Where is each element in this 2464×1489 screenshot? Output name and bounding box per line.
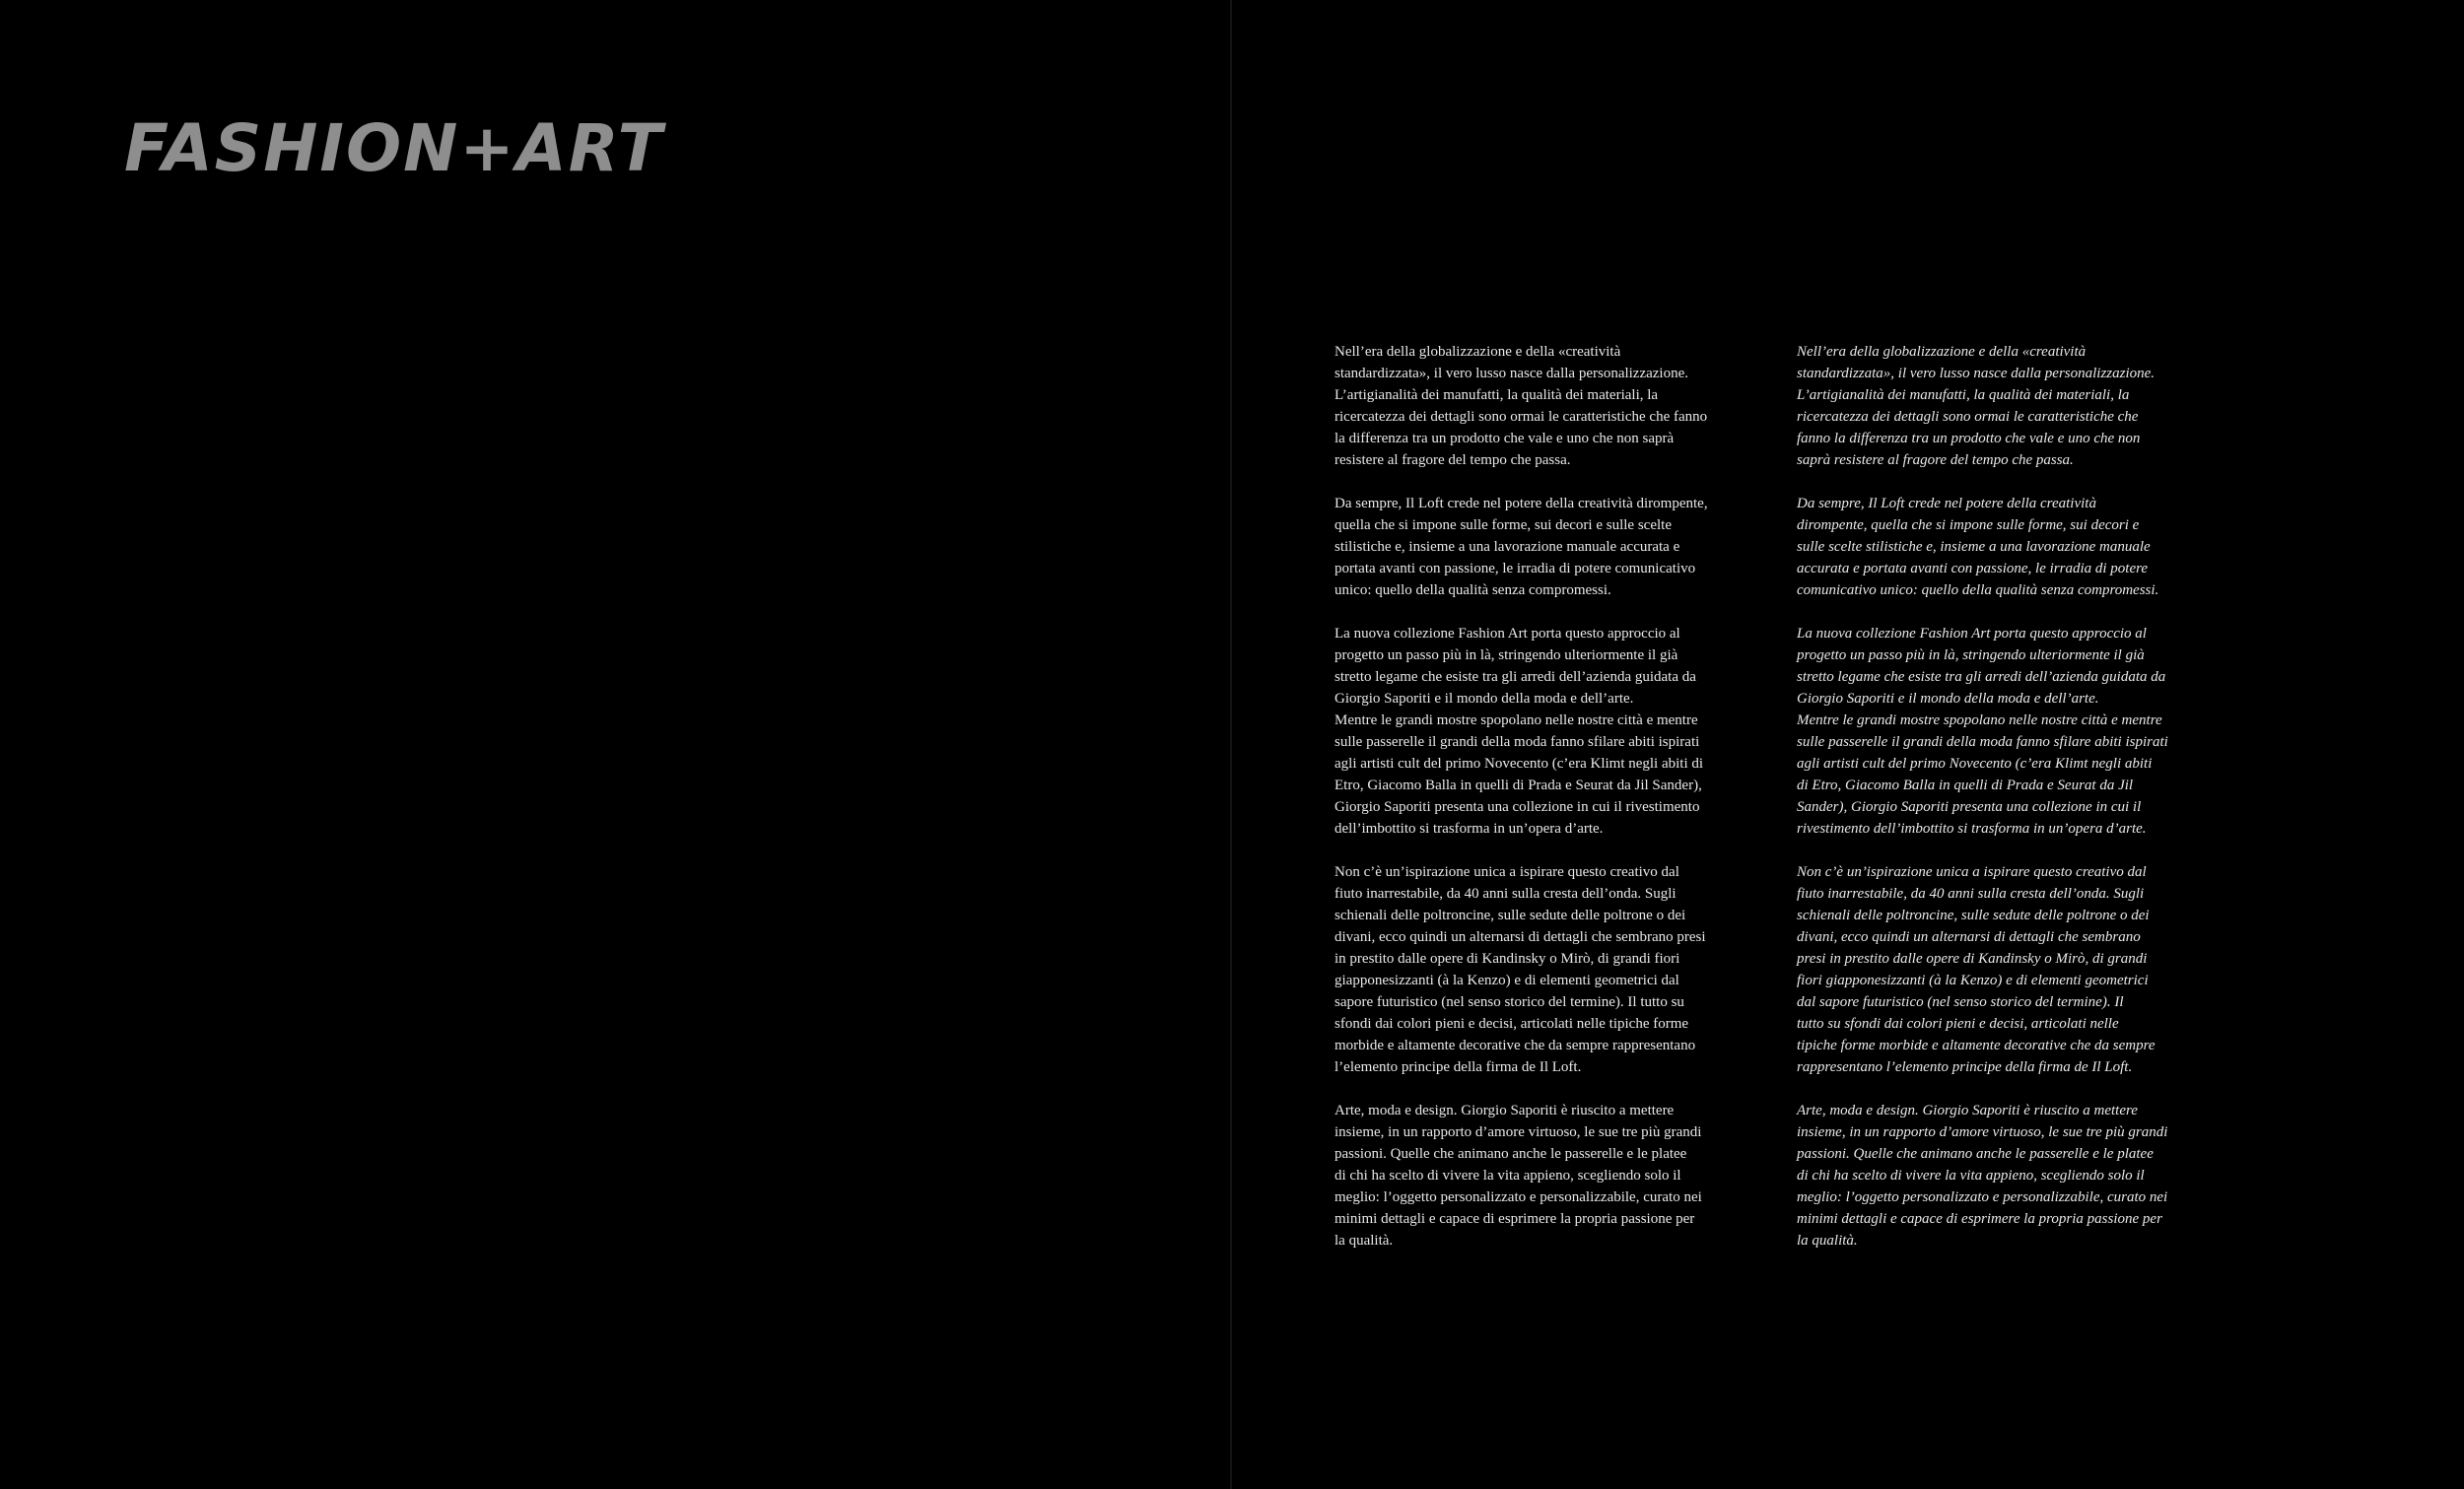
text-paragraph-2: Da sempre, Il Loft crede nel potere della creatività dirompente, quella che si impone sulle forme, sui decori e sulle scelte stilistiche e, insieme a una lavorazione manuale accurata e portata avanti con passione, le irradia di potere comunicativo unico: quello della qualità senza compromessi. — [1335, 496, 1708, 598]
italic-paragraph-1: Nell’era della globalizzazione e della «creatività standardizzata», il vero lusso nasce dalla personalizzazione. L’artigianalità dei manufatti, la qualità dei materiali, la ricercatezza dei dettagli sono ormai le caratteristiche che fanno la differenza tra un prodotto che vale e uno che non saprà resistere al fragore del tempo che passa. — [1797, 344, 2156, 468]
italic-paragraph-2: Da sempre, Il Loft crede nel potere della creatività dirompente, quella che si impone sulle forme, sui decori e sulle scelte stilistiche e, insieme a una lavorazione manuale accurata e portata avanti con passione, le irradia di potere comunicativo unico: quello della qualità senza compromessi. — [1797, 496, 2159, 598]
text-column — [1335, 341, 1758, 1273]
text-paragraph-5: Arte, moda e design. Giorgio Saporiti è riuscito a mettere insieme, in un rapporto d’amore virtuoso, le sue tre più grandi passioni. Quelle che animano anche le passerelle e le platee di chi ha scelto di vivere la vita appieno, scegliendo solo il meglio: l’oggetto personalizzato e personalizzabile, curato nei minimi dettagli e capace di esprimere la propria passione per la qualità. — [1335, 1103, 1702, 1249]
brand-title: FASHION+ART — [124, 110, 664, 186]
italic-column — [1797, 341, 2221, 1273]
text-paragraph-3: La nuova collezione Fashion Art porta questo approccio al progetto un passo più in là, stringendo ulteriormente il già stretto legame che esiste tra gli arredi dell’azienda guidata da Giorgio Saporiti e il mondo della moda e dell’arte. Mentre le grandi mostre spopolano nelle nostre città e mentre sulle passerelle il grandi della moda fanno sfilare abiti ispirati agli artisti cult del primo Novecento (c’era Klimt negli abiti di Etro, Giacomo Balla in quelli di Prada e Seurat da Jil Sander), Giorgio Saporiti presenta una collezione in cui il rivestimento dell’imbottito si trasforma in un’opera d’arte. — [1335, 626, 1704, 837]
text-paragraph-4: Non c’è un’ispirazione unica a ispirare questo creativo dal fiuto inarrestabile, da 40 anni sulla cresta dell’onda. Sugli schienali delle poltroncine, sulle sedute delle poltrone o dei divani, ecco quindi un alternarsi di dettagli che sembrano presi in prestito dalle opere di Kandinsky o Mirò, di grandi fiori giapponesizzanti (à la Kenzo) e di elementi geometrici dal sapore futuristico (nel senso storico del termine). Il tutto su sfondi dai colori pieni e decisi, articolati nelle tipiche forme morbide e altamente decorative che da sempre rappresentano l’elemento principe della firma de Il Loft. — [1335, 864, 1706, 1075]
italic-paragraph-4: Non c’è un’ispirazione unica a ispirare questo creativo dal fiuto inarrestabile, da 40 anni sulla cresta dell’onda. Sugli schienali delle poltroncine, sulle sedute delle poltrone o dei divani, ecco quindi un alternarsi di dettagli che sembrano presi in prestito dalle opere di Kandinsky o Mirò, di grandi fiori giapponesizzanti (à la Kenzo) e di elementi geometrici dal sapore futuristico (nel senso storico del termine). Il tutto su sfondi dai colori pieni e decisi, articolati nelle tipiche forme morbide e altamente decorative che da sempre rappresentano l’elemento principe della firma de Il Loft. — [1797, 864, 2156, 1075]
text-paragraph-1: Nell’era della globalizzazione e della «creatività standardizzata», il vero lusso nasce dalla personalizzazione. L’artigianalità dei manufatti, la qualità dei materiali, la ricercatezza dei dettagli sono ormai le caratteristiche che fanno la differenza tra un prodotto che vale e uno che non saprà resistere al fragore del tempo che passa. — [1335, 344, 1708, 468]
left-page — [0, 0, 1230, 1489]
italic-paragraph-5: Arte, moda e design. Giorgio Saporiti è riuscito a mettere insieme, in un rapporto d’amore virtuoso, le sue tre più grandi passioni. Quelle che animano anche le passerelle e le platee di chi ha scelto di vivere la vita appieno, scegliendo solo il meglio: l’oggetto personalizzato e personalizzabile, curato nei minimi dettagli e capace di esprimere la propria passione per la qualità. — [1797, 1103, 2168, 1249]
italic-paragraph-3: La nuova collezione Fashion Art porta questo approccio al progetto un passo più in là, stringendo ulteriormente il già stretto legame che esiste tra gli arredi dell’azienda guidata da Giorgio Saporiti e il mondo della moda e dell’arte. Mentre le grandi mostre spopolano nelle nostre città e mentre sulle passerelle il grandi della moda fanno sfilare abiti ispirati agli artisti cult del primo Novecento (c’era Klimt negli abiti di Etro, Giacomo Balla in quelli di Prada e Seurat da Jil Sander), Giorgio Saporiti presenta una collezione in cui il rivestimento dell’imbottito si trasforma in un’opera d’arte. — [1797, 626, 2168, 837]
